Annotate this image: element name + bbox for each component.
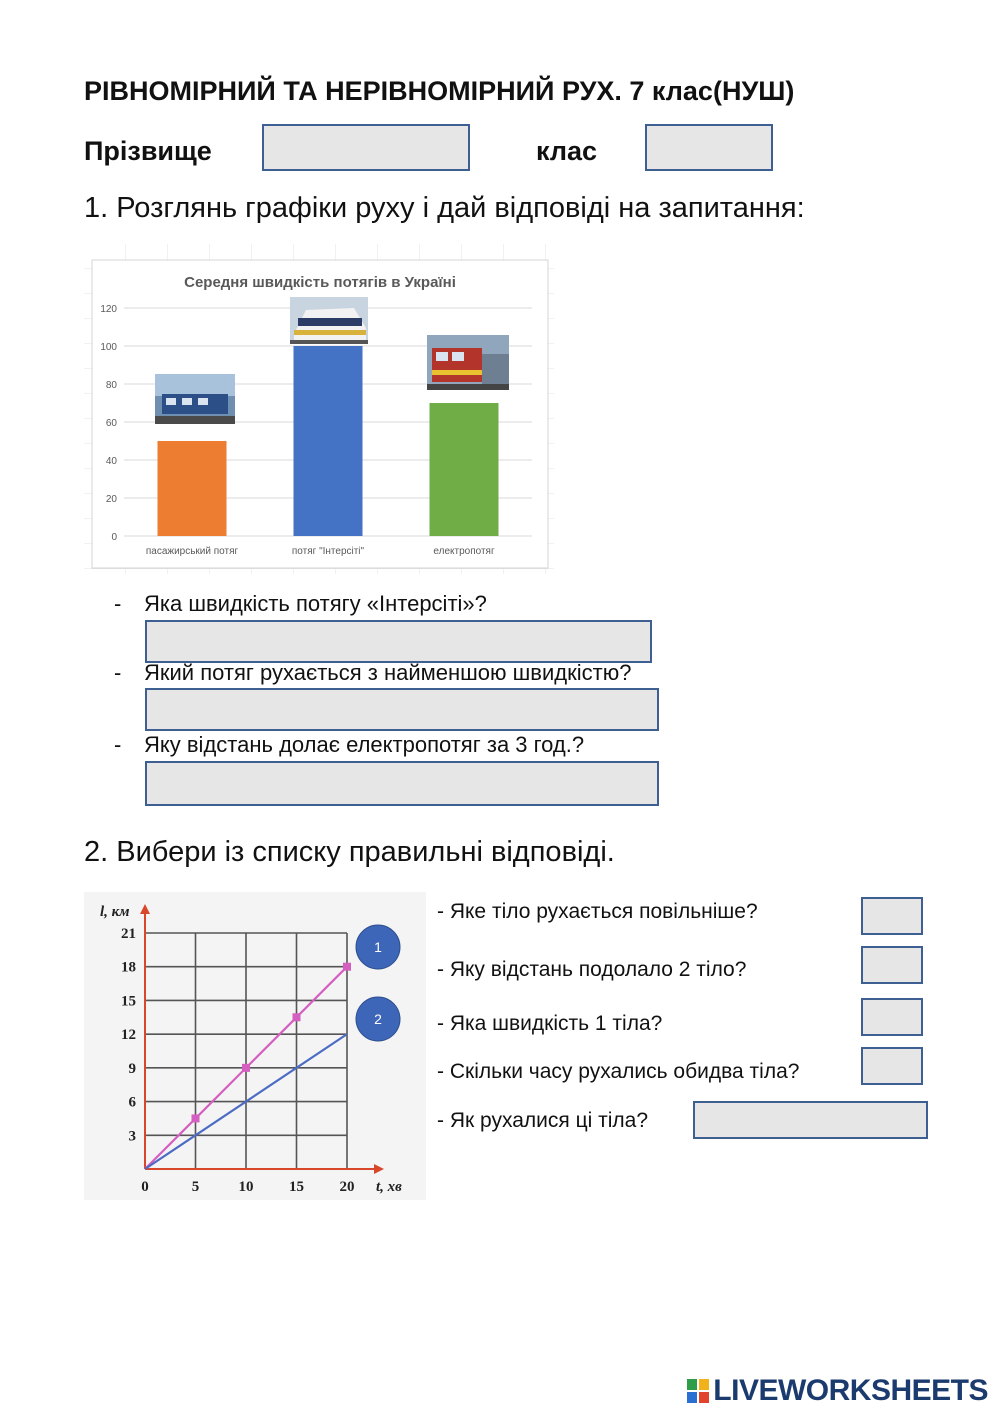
passenger-train-icon bbox=[155, 374, 235, 424]
chart-title: Середня швидкість потягів в Україні bbox=[184, 274, 456, 291]
y-tick-label: 6 bbox=[128, 1094, 136, 1111]
task2-question-2 bbox=[437, 958, 746, 982]
y-tick-label: 100 bbox=[100, 342, 117, 353]
bullet-dash: - bbox=[437, 1012, 444, 1035]
motion-graph bbox=[84, 892, 426, 1200]
bullet-dash: - bbox=[437, 1109, 444, 1132]
bullet-dash: - bbox=[437, 958, 444, 981]
x-axis-label: t, хв bbox=[376, 1179, 402, 1195]
train-speed-chart bbox=[84, 244, 554, 574]
data-point bbox=[343, 963, 351, 971]
x-tick-label: 10 bbox=[238, 1179, 254, 1195]
y-tick-label: 12 bbox=[121, 1027, 136, 1044]
class-label: клас bbox=[536, 136, 598, 166]
question-text: Як рухалися ці тіла? bbox=[449, 1109, 649, 1132]
select-speed-body1[interactable] bbox=[861, 998, 923, 1036]
data-point bbox=[293, 1013, 301, 1021]
y-tick-label: 40 bbox=[105, 456, 117, 467]
liveworksheets-logo bbox=[687, 1374, 988, 1408]
task1-question-2 bbox=[114, 660, 631, 686]
y-tick-label: 3 bbox=[128, 1128, 136, 1145]
y-tick-label: 120 bbox=[100, 304, 117, 315]
x-category-label: потяг "Інтерсіті" bbox=[291, 546, 365, 557]
bar bbox=[430, 403, 499, 536]
bullet-dash: - bbox=[437, 900, 444, 923]
bullet-dash: - bbox=[114, 732, 122, 757]
bar bbox=[158, 441, 227, 536]
select-motion-type[interactable] bbox=[693, 1101, 928, 1139]
task2-question-3 bbox=[437, 1012, 662, 1036]
y-tick-label: 21 bbox=[121, 926, 136, 942]
x-tick-label: 20 bbox=[339, 1179, 355, 1195]
select-distance-body2[interactable] bbox=[861, 946, 923, 984]
logo-text: LIVEWORKSHEETS bbox=[713, 1374, 988, 1407]
intercity-train-icon bbox=[290, 297, 368, 344]
task1-question-1 bbox=[114, 591, 487, 617]
y-tick-label: 0 bbox=[111, 532, 117, 543]
question-text: Яке тіло рухається повільніше? bbox=[449, 900, 758, 923]
select-slower-body[interactable] bbox=[861, 897, 923, 935]
surname-label: Прізвище bbox=[84, 136, 212, 166]
answer-input-intercity-speed[interactable] bbox=[145, 620, 652, 663]
answer-input-electric-distance[interactable] bbox=[145, 761, 659, 806]
y-tick-label: 15 bbox=[121, 993, 136, 1010]
task1-heading: 1. Розглянь графіки руху і дай відповіді на запитання: bbox=[84, 192, 805, 224]
question-text: Яку відстань подолало 2 тіло? bbox=[449, 958, 747, 981]
answer-input-slowest-train[interactable] bbox=[145, 688, 659, 731]
y-tick-label: 9 bbox=[128, 1060, 136, 1077]
electric-train-icon bbox=[427, 335, 509, 390]
task2-question-4 bbox=[437, 1060, 799, 1084]
series-label: 1 bbox=[374, 939, 382, 955]
question-text: Яка швидкість потягу «Інтерсіті»? bbox=[144, 591, 487, 616]
question-text: Який потяг рухається з найменшою швидкістю? bbox=[144, 660, 632, 685]
y-tick-label: 20 bbox=[105, 494, 117, 505]
data-point bbox=[192, 1114, 200, 1122]
x-category-label: електропотяг bbox=[433, 546, 495, 557]
x-tick-label: 15 bbox=[289, 1179, 304, 1195]
bullet-dash: - bbox=[114, 660, 122, 685]
task2-heading: 2. Вибери із списку правильні відповіді. bbox=[84, 836, 615, 868]
question-text: Яку відстань долає електропотяг за 3 год.? bbox=[144, 732, 585, 757]
worksheet-title: РІВНОМІРНИЙ ТА НЕРІВНОМІРНИЙ РУХ. 7 клас(НУШ) bbox=[84, 76, 795, 106]
data-point bbox=[242, 1064, 250, 1072]
task2-question-5 bbox=[437, 1109, 648, 1133]
bar bbox=[294, 346, 363, 536]
task2-question-1 bbox=[437, 900, 758, 924]
select-time-both[interactable] bbox=[861, 1047, 923, 1085]
y-tick-label: 18 bbox=[121, 959, 136, 976]
bullet-dash: - bbox=[114, 591, 122, 616]
question-text: Яка швидкість 1 тіла? bbox=[449, 1012, 663, 1035]
series-label: 2 bbox=[374, 1011, 382, 1027]
class-input[interactable] bbox=[645, 124, 773, 171]
question-text: Скільки часу рухались обидва тіла? bbox=[449, 1060, 800, 1083]
x-tick-label: 5 bbox=[191, 1179, 200, 1195]
task1-question-3 bbox=[114, 732, 584, 758]
origin-label: 0 bbox=[141, 1179, 149, 1195]
x-category-label: пасажирський потяг bbox=[145, 546, 239, 557]
y-tick-label: 60 bbox=[105, 418, 117, 429]
bullet-dash: - bbox=[437, 1060, 444, 1083]
y-axis-label: l, км bbox=[100, 904, 130, 920]
logo-mark-icon bbox=[687, 1377, 709, 1401]
y-tick-label: 80 bbox=[105, 380, 117, 391]
surname-input[interactable] bbox=[262, 124, 470, 171]
